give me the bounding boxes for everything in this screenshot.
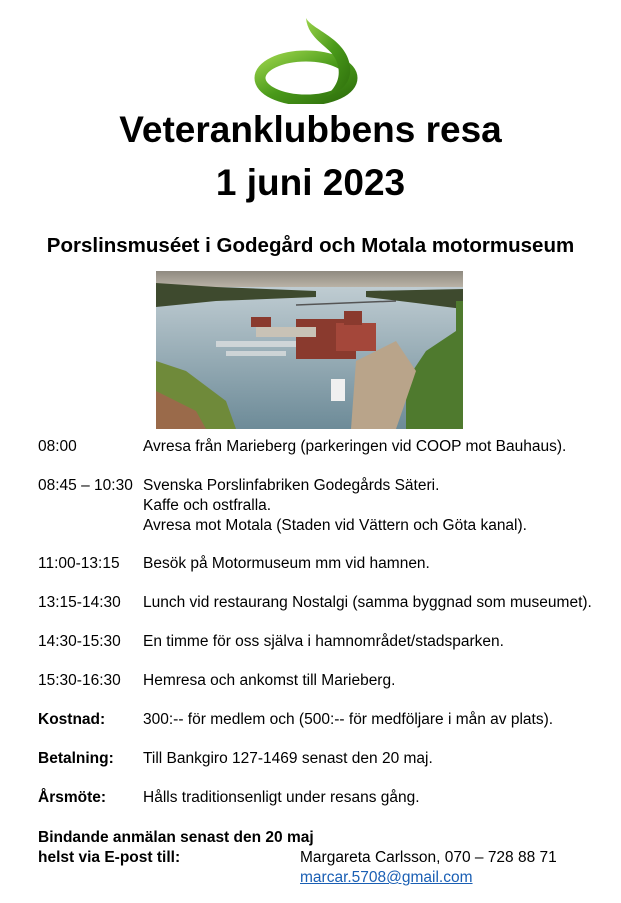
schedule-description: Besök på Motormuseum mm vid hamnen.: [143, 555, 430, 572]
green-swirl-logo: [250, 16, 368, 104]
registration-method: helst via E-post till:: [38, 849, 181, 866]
info-label: Årsmöte:: [38, 789, 107, 806]
schedule-description: Hemresa och ankomst till Marieberg.: [143, 672, 396, 689]
page-title: Veteranklubbens resa: [119, 109, 502, 150]
info-value: Till Bankgiro 127-1469 senast den 20 maj.: [143, 750, 433, 767]
schedule-time: 14:30-15:30: [38, 633, 121, 650]
info-label: Betalning:: [38, 750, 114, 767]
schedule-description: Svenska Porslinfabriken Godegårds Säteri.: [143, 477, 440, 494]
info-label: Kostnad:: [38, 711, 106, 728]
schedule-description: Kaffe och ostfralla.: [143, 497, 272, 514]
schedule-description: Avresa från Marieberg (parkeringen vid COOP mot Bauhaus).: [143, 438, 567, 455]
contact-email-link[interactable]: marcar.5708@gmail.com: [300, 869, 473, 886]
page-subtitle: Porslinsmuséet i Godegård och Motala motormuseum: [46, 234, 575, 257]
schedule-description: En timme för oss själva i hamnområdet/stadsparken.: [143, 633, 504, 650]
info-value: 300:-- för medlem och (500:-- för medföljare i mån av plats).: [143, 711, 554, 728]
schedule-description: Avresa mot Motala (Staden vid Vättern och Göta kanal).: [143, 517, 527, 534]
harbor-photo: [156, 271, 463, 429]
registration-deadline: Bindande anmälan senast den 20 maj: [38, 829, 314, 846]
schedule-time: 08:45 – 10:30: [38, 477, 133, 494]
schedule-time: 11:00-13:15: [38, 555, 120, 572]
contact-name-phone: Margareta Carlsson, 070 – 728 88 71: [300, 849, 557, 866]
schedule-description: Lunch vid restaurang Nostalgi (samma byggnad som museumet).: [143, 594, 592, 611]
schedule-time: 13:15-14:30: [38, 594, 121, 611]
schedule-time: 15:30-16:30: [38, 672, 121, 689]
event-date: 1 juni 2023: [215, 162, 406, 203]
schedule-time: 08:00: [38, 438, 77, 455]
info-value: Hålls traditionsenligt under resans gång.: [143, 789, 420, 806]
